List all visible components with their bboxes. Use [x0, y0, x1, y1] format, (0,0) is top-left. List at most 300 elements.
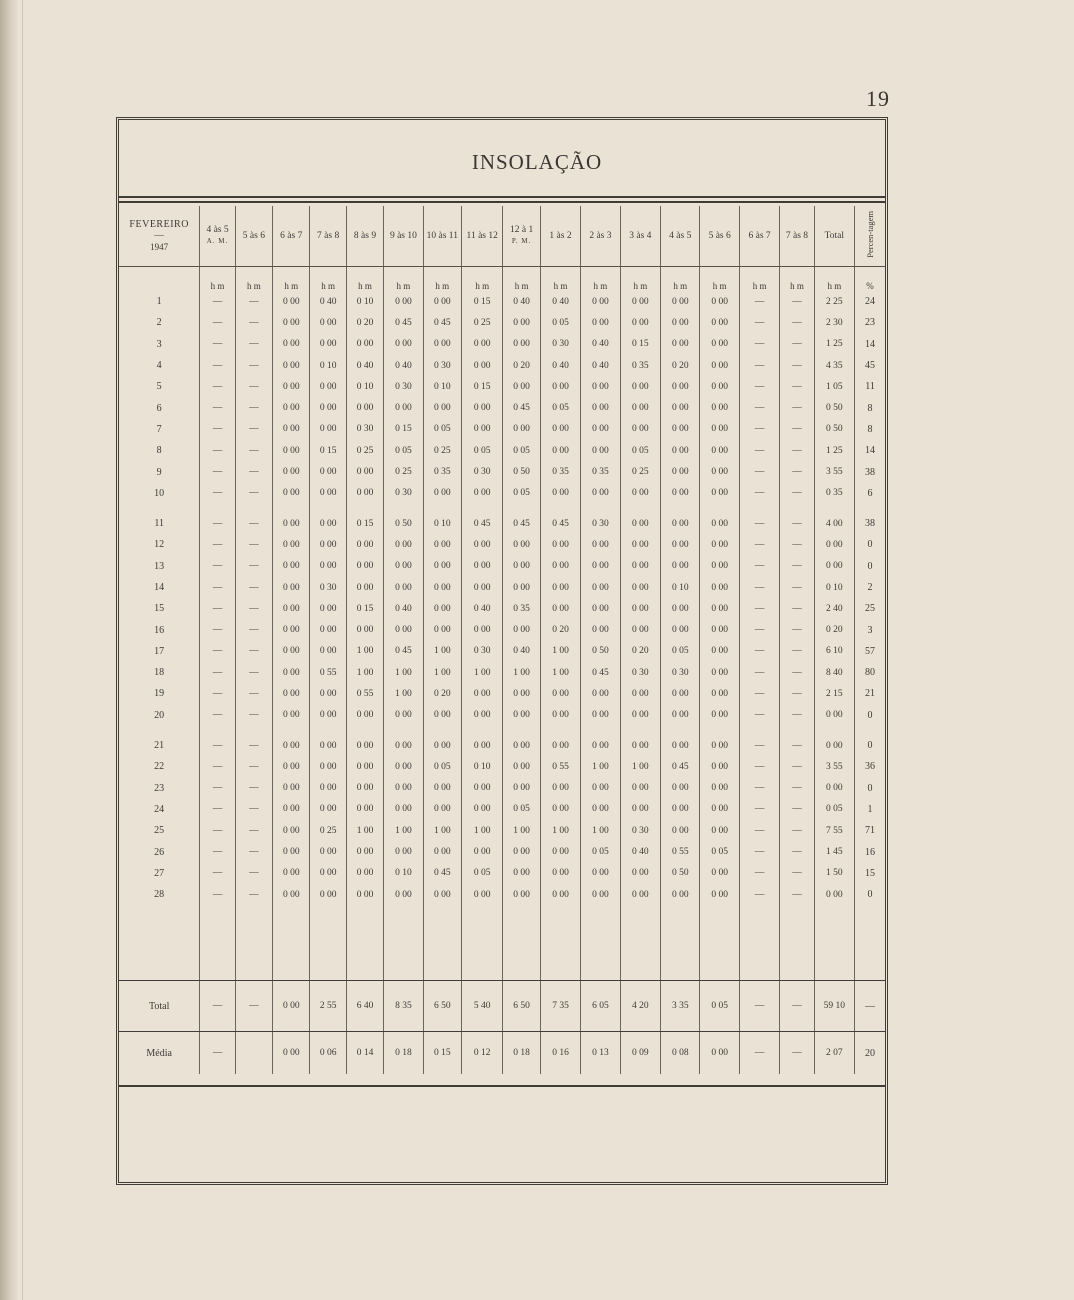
value-cell: 0 00 [700, 534, 739, 555]
value-cell: 0 00 [700, 556, 739, 577]
value-cell: 0 30 [423, 355, 461, 376]
value-cell: 0 00 [700, 863, 739, 884]
value-cell: — [200, 735, 235, 756]
value-cell: 0 00 [503, 334, 540, 355]
value-cell: 0 00 [540, 483, 580, 504]
value-cell: 0 40 [620, 841, 660, 862]
value-cell: 0 00 [462, 735, 503, 756]
value-cell: — [780, 619, 814, 640]
value-cell: — [235, 419, 272, 440]
spacer-cell [235, 726, 272, 735]
media-row [119, 1032, 885, 1075]
value-cell: 0 00 [462, 355, 503, 376]
units-cell: h m [739, 267, 779, 292]
value-cell: 0 00 [273, 841, 310, 862]
value-cell: 0 00 [661, 619, 700, 640]
value-cell: — [780, 981, 814, 1032]
col-header: 5 às 6 [700, 206, 739, 267]
value-cell: 0 00 [540, 884, 580, 905]
am-label: A. M. [206, 237, 229, 245]
value-cell: — [200, 641, 235, 662]
units-cell: h m [620, 267, 660, 292]
spacer-cell [581, 504, 620, 513]
value-cell: 0 55 [310, 662, 346, 683]
value-cell: 1 00 [384, 820, 423, 841]
day-row [119, 705, 885, 726]
value-cell: 0 00 [384, 756, 423, 777]
value-cell: 0 00 [273, 641, 310, 662]
value-cell: 0 00 [700, 756, 739, 777]
day-row [119, 397, 885, 418]
value-cell: 0 00 [661, 778, 700, 799]
value-cell: 0 00 [273, 662, 310, 683]
value-cell: 1 00 [620, 756, 660, 777]
value-cell: 0 00 [700, 355, 739, 376]
value-cell: — [200, 440, 235, 461]
value-cell: — [200, 756, 235, 777]
value-cell: 0 15 [423, 1032, 461, 1075]
value-cell: 0 15 [384, 419, 423, 440]
value-cell: 0 00 [503, 683, 540, 704]
value-cell: — [739, 483, 779, 504]
value-cell: 0 00 [384, 705, 423, 726]
value-cell: 1 00 [462, 662, 503, 683]
value-cell: 0 45 [462, 513, 503, 534]
value-cell: — [235, 556, 272, 577]
value-cell: 0 10 [346, 291, 383, 312]
value-cell: 0 00 [310, 683, 346, 704]
day-row [119, 355, 885, 376]
value-cell: 0 20 [423, 683, 461, 704]
insolation-table [119, 206, 885, 1074]
value-cell: — [235, 735, 272, 756]
value-cell: — [780, 513, 814, 534]
value-cell: 0 06 [310, 1032, 346, 1075]
value-cell: — [780, 884, 814, 905]
value-cell: 0 00 [540, 705, 580, 726]
value-cell: 0 05 [423, 419, 461, 440]
value-cell: 0 00 [346, 778, 383, 799]
value-cell: 0 25 [620, 461, 660, 482]
value-cell: — [739, 534, 779, 555]
value-cell: 0 00 [462, 419, 503, 440]
value-cell: 0 00 [346, 334, 383, 355]
value-cell: 0 20 [346, 312, 383, 333]
value-cell: 0 45 [503, 397, 540, 418]
value-cell: 0 00 [503, 778, 540, 799]
value-cell: 0 00 [423, 799, 461, 820]
value-cell: 0 00 [503, 312, 540, 333]
value-cell: 0 00 [423, 619, 461, 640]
day-row [119, 556, 885, 577]
value-cell: 0 00 [581, 312, 620, 333]
day-row [119, 778, 885, 799]
total-cell: 0 00 [814, 534, 854, 555]
value-cell: 0 00 [503, 863, 540, 884]
page-number: 19 [866, 86, 890, 111]
value-cell: 0 05 [540, 312, 580, 333]
value-cell: 0 00 [273, 756, 310, 777]
value-cell: 0 15 [620, 334, 660, 355]
col-header: 3 às 4 [620, 206, 660, 267]
value-cell: 0 00 [540, 419, 580, 440]
value-cell: 0 00 [700, 419, 739, 440]
spacer-cell [503, 905, 540, 981]
value-cell: — [235, 483, 272, 504]
value-cell: — [200, 841, 235, 862]
value-cell: 0 10 [423, 513, 461, 534]
value-cell: 0 45 [423, 863, 461, 884]
value-cell: 0 08 [661, 1032, 700, 1075]
value-cell: 1 00 [581, 756, 620, 777]
percent-cell: 38 [855, 513, 885, 534]
value-cell: 0 00 [581, 291, 620, 312]
value-cell: 0 00 [700, 1032, 739, 1075]
value-cell: 0 00 [384, 291, 423, 312]
value-cell: 0 00 [620, 577, 660, 598]
value-cell: 0 00 [581, 397, 620, 418]
value-cell: 0 00 [503, 735, 540, 756]
value-cell: 0 00 [273, 556, 310, 577]
value-cell: 0 00 [581, 778, 620, 799]
spacer-cell [855, 726, 885, 735]
value-cell: 0 00 [700, 598, 739, 619]
percent-cell: 1 [855, 799, 885, 820]
value-cell: — [739, 513, 779, 534]
value-cell: — [200, 619, 235, 640]
value-cell: 0 45 [384, 312, 423, 333]
value-cell: 0 00 [384, 556, 423, 577]
units-cell: h m [540, 267, 580, 292]
value-cell: — [200, 334, 235, 355]
value-cell: 0 00 [462, 334, 503, 355]
day-row [119, 577, 885, 598]
value-cell: 0 00 [462, 397, 503, 418]
value-cell: 0 00 [346, 461, 383, 482]
value-cell: 6 05 [581, 981, 620, 1032]
spacer-cell [119, 726, 200, 735]
value-cell: 0 00 [581, 619, 620, 640]
value-cell [235, 1032, 272, 1075]
units-cell: h m [235, 267, 272, 292]
day-cell: 23 [154, 782, 165, 794]
value-cell: 0 00 [661, 683, 700, 704]
units-cell: h m [814, 267, 854, 292]
value-cell: 0 00 [661, 483, 700, 504]
percent-cell: 0 [855, 705, 885, 726]
value-cell: 5 40 [462, 981, 503, 1032]
spacer-cell [814, 726, 854, 735]
value-cell: 0 40 [310, 291, 346, 312]
spacer-cell [780, 504, 814, 513]
spacer-cell [620, 504, 660, 513]
col-header: 7 às 8 [780, 206, 814, 267]
value-cell: — [235, 841, 272, 862]
units-cell: h m [503, 267, 540, 292]
day-cell: 24 [154, 803, 165, 815]
value-cell: 0 00 [273, 705, 310, 726]
value-cell: 1 00 [540, 820, 580, 841]
day-row [119, 334, 885, 355]
day-row [119, 291, 885, 312]
value-cell: 0 00 [310, 799, 346, 820]
value-cell: 0 00 [273, 355, 310, 376]
spacer-cell [661, 726, 700, 735]
value-cell: — [780, 598, 814, 619]
value-cell: 0 00 [310, 841, 346, 862]
value-cell: — [780, 334, 814, 355]
spacer-cell [346, 504, 383, 513]
day-cell: 15 [154, 603, 165, 615]
value-cell: — [780, 397, 814, 418]
value-cell: 0 00 [423, 841, 461, 862]
value-cell: 0 00 [503, 577, 540, 598]
value-cell: 0 00 [423, 577, 461, 598]
title-rule-top [119, 196, 885, 198]
percent-cell: 71 [855, 820, 885, 841]
value-cell: — [235, 397, 272, 418]
value-cell: 0 00 [540, 577, 580, 598]
value-cell: 0 00 [661, 884, 700, 905]
value-cell: — [739, 705, 779, 726]
units-cell: h m [780, 267, 814, 292]
value-cell: 0 25 [384, 461, 423, 482]
value-cell: — [739, 619, 779, 640]
value-cell: 0 00 [661, 598, 700, 619]
value-cell: 0 05 [423, 756, 461, 777]
percent-cell: 38 [855, 461, 885, 482]
spacer-cell [310, 504, 346, 513]
day-row [119, 461, 885, 482]
value-cell: 1 00 [346, 662, 383, 683]
value-cell: 0 40 [384, 355, 423, 376]
value-cell: 0 10 [661, 577, 700, 598]
value-cell: 0 00 [273, 397, 310, 418]
value-cell: 0 00 [540, 534, 580, 555]
value-cell: — [200, 662, 235, 683]
value-cell: 0 00 [620, 598, 660, 619]
day-cell: 21 [154, 740, 165, 752]
value-cell: — [780, 534, 814, 555]
percent-cell: 21 [855, 683, 885, 704]
page-title: INSOLAÇÃO [471, 150, 603, 174]
value-cell: — [739, 820, 779, 841]
day-cell: 20 [154, 709, 165, 721]
value-cell: 0 30 [581, 513, 620, 534]
value-cell: 0 00 [661, 419, 700, 440]
value-cell: 0 00 [346, 756, 383, 777]
spacer-cell [119, 905, 200, 981]
day-row [119, 756, 885, 777]
value-cell: 0 00 [462, 799, 503, 820]
value-cell: 0 00 [540, 778, 580, 799]
value-cell: 0 00 [700, 705, 739, 726]
value-cell: 0 00 [700, 291, 739, 312]
value-cell: 0 20 [661, 355, 700, 376]
value-cell: 0 12 [462, 1032, 503, 1075]
value-cell: 0 00 [273, 312, 310, 333]
value-cell: 0 00 [273, 820, 310, 841]
value-cell: 0 09 [620, 1032, 660, 1075]
percent-cell: 45 [855, 355, 885, 376]
value-cell: 0 00 [581, 598, 620, 619]
value-cell: 0 00 [346, 397, 383, 418]
month-dash: — [154, 230, 164, 241]
value-cell: 0 10 [462, 756, 503, 777]
value-cell: 0 00 [346, 735, 383, 756]
value-cell: 0 00 [700, 683, 739, 704]
value-cell: 0 05 [384, 440, 423, 461]
value-cell: 0 00 [273, 598, 310, 619]
value-cell: — [235, 662, 272, 683]
value-cell: 0 00 [310, 312, 346, 333]
units-cell: h m [423, 267, 461, 292]
value-cell: — [739, 641, 779, 662]
year-label: 1947 [150, 241, 169, 252]
value-cell: 1 00 [384, 683, 423, 704]
spacer-cell [814, 905, 854, 981]
value-cell: 0 00 [581, 440, 620, 461]
value-cell: 0 00 [273, 577, 310, 598]
value-cell: 0 00 [310, 513, 346, 534]
value-cell: — [200, 778, 235, 799]
value-cell: — [739, 461, 779, 482]
spacer-cell [462, 726, 503, 735]
header-row [119, 206, 885, 267]
value-cell: 1 00 [503, 662, 540, 683]
value-cell: — [235, 440, 272, 461]
day-cell: 1 [156, 296, 162, 308]
binding-line [22, 0, 23, 1300]
total-cell: 1 45 [814, 841, 854, 862]
value-cell: 0 00 [700, 440, 739, 461]
value-cell: 0 00 [620, 884, 660, 905]
day-cell: 11 [154, 518, 164, 530]
media-label: Média [146, 1047, 172, 1059]
day-row [119, 841, 885, 862]
value-cell: 0 05 [700, 981, 739, 1032]
value-cell: 0 00 [700, 513, 739, 534]
total-cell: 59 10 [814, 981, 854, 1032]
value-cell: 0 50 [661, 863, 700, 884]
value-cell: 0 00 [310, 735, 346, 756]
spacer-cell [661, 905, 700, 981]
value-cell: — [235, 619, 272, 640]
value-cell: — [739, 598, 779, 619]
value-cell: 0 00 [581, 683, 620, 704]
value-cell: — [780, 577, 814, 598]
spacer-cell [540, 504, 580, 513]
value-cell: — [780, 820, 814, 841]
spacer-cell [855, 905, 885, 981]
value-cell: 0 00 [273, 534, 310, 555]
spacer-cell [739, 905, 779, 981]
value-cell: — [200, 376, 235, 397]
value-cell: — [235, 981, 272, 1032]
value-cell: 0 35 [581, 461, 620, 482]
col-header: 5 às 6 [235, 206, 272, 267]
spacer-cell [700, 905, 739, 981]
value-cell: 0 00 [581, 735, 620, 756]
value-cell: 0 25 [346, 440, 383, 461]
value-cell: — [200, 397, 235, 418]
spacer-cell [581, 905, 620, 981]
value-cell: 0 00 [310, 863, 346, 884]
value-cell: 0 00 [462, 778, 503, 799]
col-header: 6 às 7 [739, 206, 779, 267]
spacer-cell [235, 504, 272, 513]
value-cell: 0 00 [581, 534, 620, 555]
day-row [119, 376, 885, 397]
total-cell: 1 25 [814, 440, 854, 461]
value-cell: 0 00 [620, 534, 660, 555]
month-label: FEVEREIRO [129, 218, 189, 230]
day-row [119, 863, 885, 884]
value-cell: 0 00 [581, 419, 620, 440]
value-cell: 0 30 [620, 662, 660, 683]
spacer-row [119, 905, 885, 981]
value-cell: 0 30 [462, 461, 503, 482]
value-cell: — [780, 461, 814, 482]
value-cell: 6 50 [423, 981, 461, 1032]
value-cell: 0 40 [384, 598, 423, 619]
value-cell: 1 00 [423, 820, 461, 841]
value-cell: 0 05 [581, 841, 620, 862]
value-cell: 1 00 [462, 820, 503, 841]
percent-cell: 0 [855, 556, 885, 577]
value-cell: 0 00 [581, 799, 620, 820]
total-cell: 0 35 [814, 483, 854, 504]
value-cell: — [739, 841, 779, 862]
value-cell: 0 00 [581, 483, 620, 504]
spacer-cell [273, 905, 310, 981]
total-cell: 4 35 [814, 355, 854, 376]
spacer-cell [384, 726, 423, 735]
spacer-cell [540, 905, 580, 981]
percent-cell: 14 [855, 440, 885, 461]
value-cell: 0 00 [661, 556, 700, 577]
day-cell: 8 [156, 445, 162, 457]
value-cell: 0 00 [310, 376, 346, 397]
value-cell: — [780, 312, 814, 333]
value-cell: 0 25 [462, 312, 503, 333]
value-cell: — [200, 483, 235, 504]
day-cell: 10 [154, 487, 165, 499]
value-cell: 0 10 [346, 376, 383, 397]
value-cell: — [200, 534, 235, 555]
value-cell: 0 00 [661, 376, 700, 397]
value-cell: — [739, 778, 779, 799]
day-cell: 13 [154, 560, 165, 572]
day-cell: 2 [156, 317, 162, 329]
col-header: 1 às 2 [540, 206, 580, 267]
value-cell: 0 00 [620, 735, 660, 756]
day-row [119, 419, 885, 440]
day-row [119, 598, 885, 619]
value-cell: 0 00 [384, 778, 423, 799]
value-cell: 0 00 [273, 461, 310, 482]
day-row [119, 799, 885, 820]
spacer-cell [780, 905, 814, 981]
value-cell: — [200, 577, 235, 598]
value-cell: 0 00 [503, 884, 540, 905]
value-cell: 0 00 [503, 534, 540, 555]
value-cell: 0 00 [661, 735, 700, 756]
value-cell: — [739, 312, 779, 333]
value-cell: — [780, 1032, 814, 1075]
spacer-cell [462, 504, 503, 513]
value-cell: 0 00 [540, 863, 580, 884]
